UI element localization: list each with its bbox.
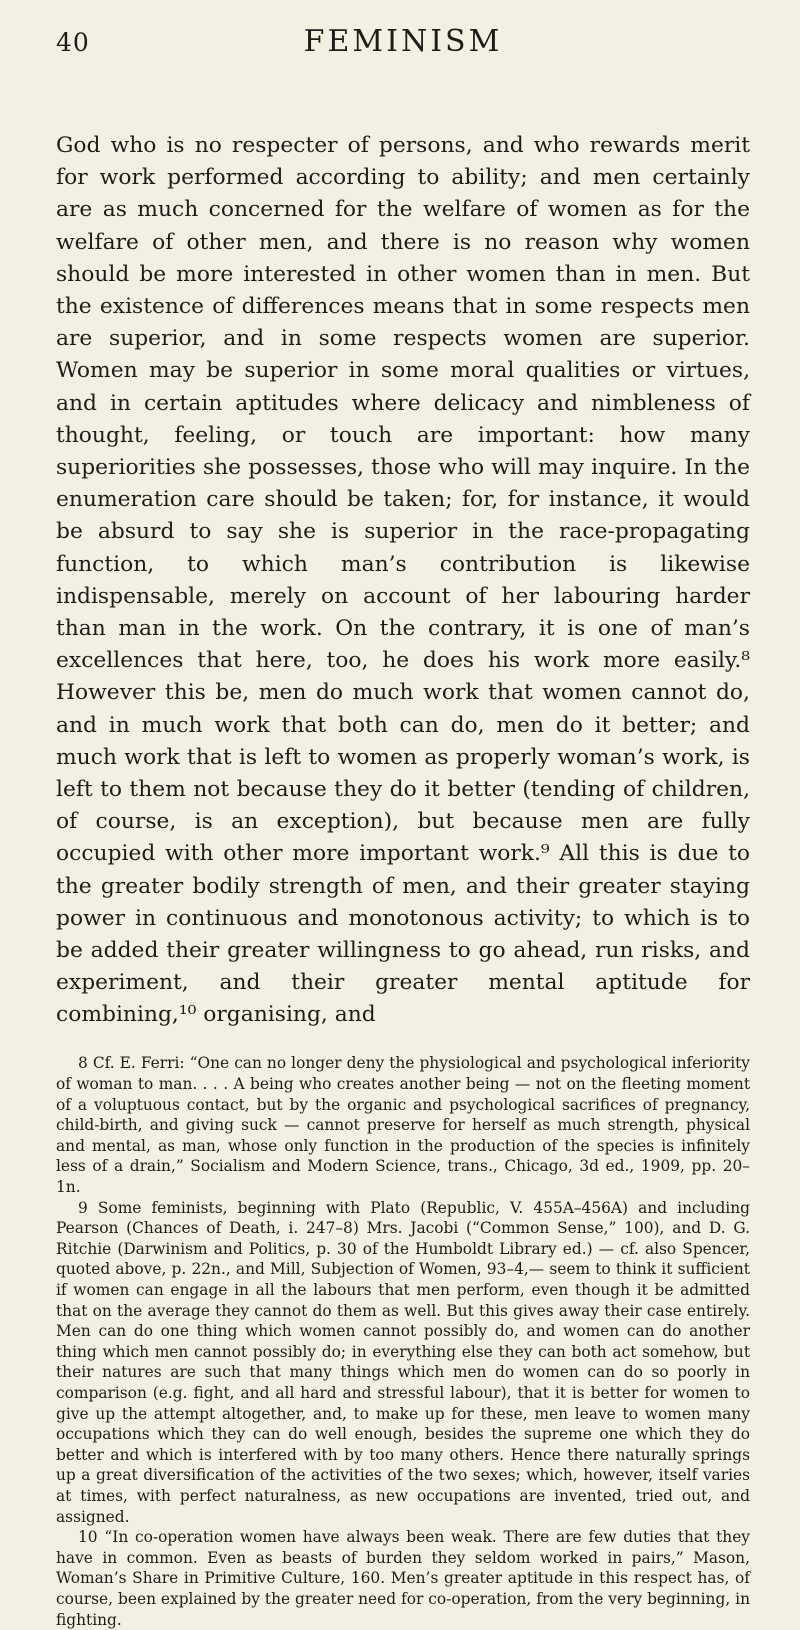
page-number: 40 (56, 28, 90, 57)
footnote-9: 9 Some feminists, beginning with Plato (Republic, V. 455A–456A) and including Pearson (Chances of Death, i. 247–8) Mrs. Jacobi (“Common Sense,” 100), and D. G. Ritchie (Darwinism and Politics, p. 30 of the Humboldt Library ed.) — cf. also Spencer, quoted above, p. 22n., and Mill, Subjection of Women, 93–4,— seem to think it sufficient if women can engage in all the labours that men perform, even though it be admitted that on the average they cannot do them as well. But this gives away their case entirely. Men can do one thing which women cannot possibly do, and women can do another thing which men cannot possibly do; in everything else they can both act somehow, but their natures are such that many things which men do women can do so poorly in comparison (e.g. fight, and all hard and stressful labour), that it is better for women to give up the attempt altogether, and, to make up for these, men leave to women many occupations which they can do well enough, besides the supreme one which they do better and which is interfered with by too many others. Hence there naturally springs up a great diversification of the activities of the two sexes; which, however, itself varies at times, with perfect naturalness, as new occupations are invented, tried out, and assigned. (56, 1198, 750, 1526)
footnote-8: 8 Cf. E. Ferri: “One can no longer deny the physiological and psychological inferiority of woman to man. . . . A being who creates another being — not on the fleeting moment of a voluptuous contact, but by the organic and psychological sacrifices of pregnancy, child-birth, and giving suck — cannot preserve for herself as much strength, physical and mental, as man, whose only function in the production of the species is infinitely less of a drain,” Socialism and Modern Science, trans., Chicago, 3d ed., 1909, pp. 20–1n. (56, 1054, 750, 1197)
running-head: FEMINISM (303, 24, 503, 59)
page-header (56, 0, 750, 60)
footnotes (56, 1053, 750, 1630)
body-paragraph: God who is no respecter of persons, and who rewards merit for work performed according to ability; and men certainly are as much concerned for the welfare of women as for the welfare of other men, and there is no reason why women should be more interested in other women than in men. But the existence of differences means that in some respects men are superior, and in some respects women are superior. Women may be superior in some moral qualities or virtues, and in certain aptitudes where delicacy and nimbleness of thought, feeling, or touch are important: how many superiorities she possesses, those who will may inquire. In the enumeration care should be taken; for, for instance, it would be absurd to say she is superior in the race-propagating function, to which man’s contribution is likewise indispensable, merely on account of her labouring harder than man in the work. On the contrary, it is one of man’s excellences that here, too, he does his work more easily.⁸ However this be, men do much work that women cannot do, and in much work that both can do, men do it better; and much work that is left to women as properly woman’s work, is left to them not because they do it better (tending of children, of course, is an exception), but because men are fully occupied with other more important work.⁹ All this is due to the greater bodily strength of men, and their greater staying power in continuous and monotonous activity; to which is to be added their greater willingness to go ahead, run risks, and experiment, and their greater mental aptitude for combining,¹⁰ organising, and (56, 133, 750, 1028)
footnote-10: 10 “In co-operation women have always been weak. There are few duties that they have in common. Even as beasts of burden they seldom worked in pairs,” Mason, Woman’s Share in Primitive Culture, 160. Men’s greater aptitude in this respect has, of course, been explained by the greater need for co-operation, from the very beginning, in fighting. (56, 1528, 750, 1629)
